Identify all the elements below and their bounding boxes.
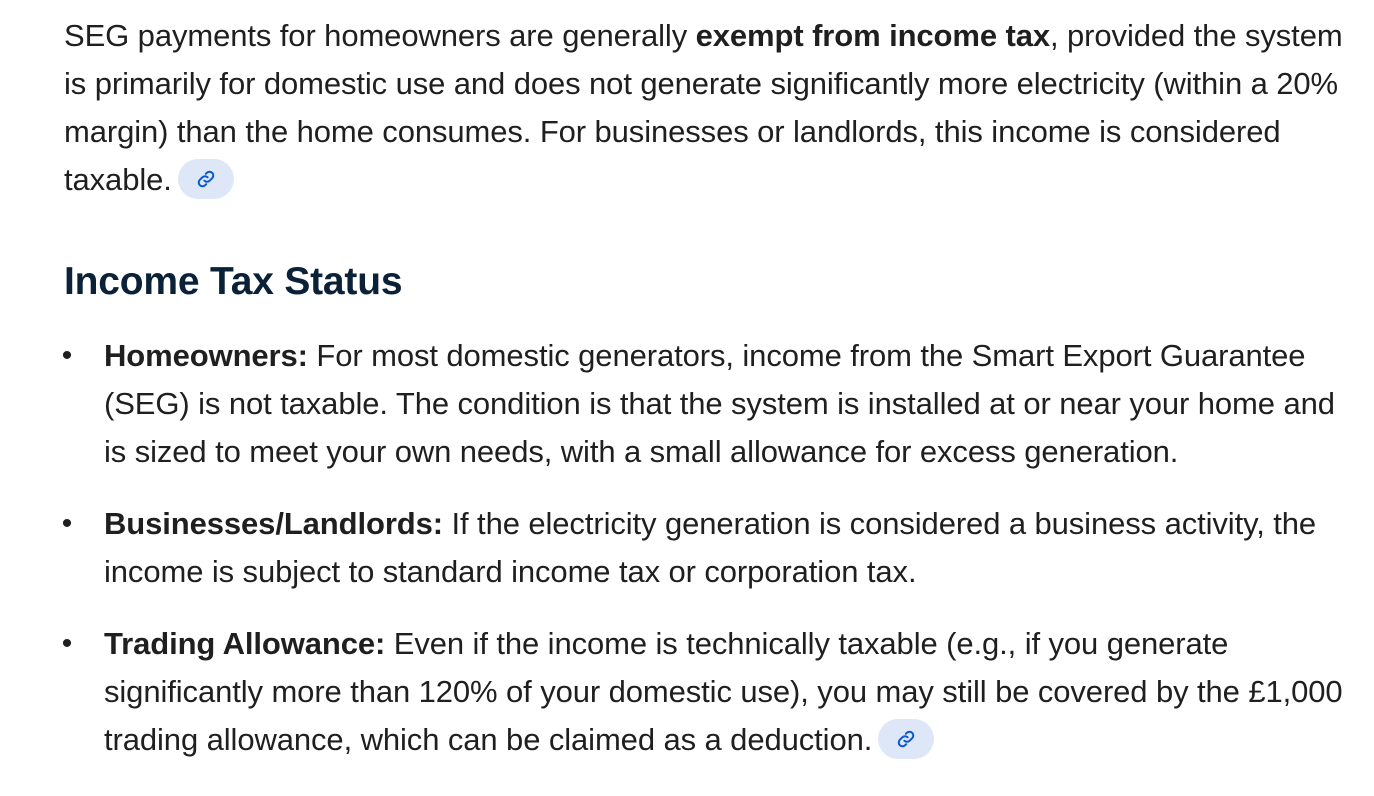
- source-link-button[interactable]: [878, 719, 934, 759]
- bullet-dot: •: [61, 507, 73, 540]
- list-item: [61, 332, 1344, 476]
- list-item: [61, 620, 1344, 764]
- intro-text-start: SEG payments for homeowners are generally: [64, 18, 696, 53]
- list-item-text: Even if the income is technically taxable (e.g., if you generate significantly more than 120% of your domestic use), you may still be covered by the £1,000 trading allowance, which can be claimed as a deduction.: [104, 626, 1343, 757]
- list-item-text: For most domestic generators, income from the Smart Export Guarantee (SEG) is not taxable. The condition is that the system is installed at or near your home and is sized to meet your own needs, with a small allowance for excess generation.: [104, 338, 1335, 469]
- bullet-dot: •: [61, 339, 73, 372]
- bullet-dot: •: [61, 627, 73, 660]
- list-item-label: Homeowners:: [104, 338, 308, 373]
- response-content: [61, 12, 1344, 757]
- intro-bold-text: exempt from income tax: [695, 18, 1051, 53]
- section-heading: Income Tax Status: [64, 260, 403, 303]
- link-icon: [196, 169, 216, 189]
- list-item-label: Businesses/Landlords:: [104, 506, 443, 541]
- list-item: [61, 500, 1344, 596]
- intro-paragraph: [64, 12, 1344, 204]
- list-item-label: Trading Allowance:: [104, 626, 386, 661]
- bullet-list: [61, 332, 1344, 788]
- link-icon: [896, 729, 916, 749]
- list-item-text: If the electricity generation is considered a business activity, the income is subject to standard income tax or corporation tax.: [104, 506, 1317, 589]
- intro-text-end: , provided the system is primarily for domestic use and does not generate significantly more electricity (within a 20% margin) than the home consumes. For businesses or landlords, this income is considered taxable.: [64, 18, 1343, 197]
- source-link-button[interactable]: [178, 159, 234, 199]
